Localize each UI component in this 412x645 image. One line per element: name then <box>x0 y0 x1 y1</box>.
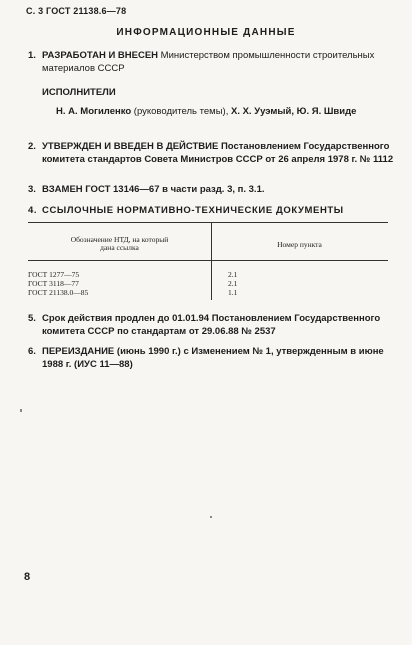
executors-list <box>56 106 396 119</box>
item-number: 3. <box>28 184 36 195</box>
info-item-1 <box>28 50 394 75</box>
executors-label: ИСПОЛНИТЕЛИ <box>42 87 116 98</box>
item-text: Министерством промышленности строительных материалов СССР <box>42 50 375 74</box>
item-lead: РАЗРАБОТАН И ВНЕСЕН <box>42 50 159 61</box>
table-header-doc: Обозначение НТД, на который дана ссылка <box>70 235 169 252</box>
info-item-4 <box>28 205 394 218</box>
table-header-rule <box>28 260 388 261</box>
item-lead: ВЗАМЕН ГОСТ 13146—67 в части разд. 3, п. 3.1. <box>42 184 265 195</box>
item-number: 5. <box>28 313 36 324</box>
scan-speck <box>20 409 22 412</box>
item-number: 2. <box>28 141 36 152</box>
executor-lead: Н. А. Могиленко <box>56 106 132 117</box>
table-cell-doc: ГОСТ 3118—77 <box>28 279 79 288</box>
page-number: 8 <box>24 571 31 583</box>
table-cell-point: 2.1 <box>228 270 238 279</box>
info-item-2 <box>28 141 394 166</box>
item-lead: УТВЕРЖДЕН И ВВЕДЕН В ДЕЙСТВИЕ <box>42 141 219 152</box>
info-item-3 <box>28 184 394 197</box>
item-text: Постановлением Государственного комитета стандартов Совета Министров СССР от 26 апреля 1978 г. № 1112 <box>42 141 394 165</box>
scan-speck <box>210 516 212 518</box>
table-cell-doc: ГОСТ 21138.0—85 <box>28 288 89 297</box>
table-cell-point: 2.1 <box>228 279 238 288</box>
page-header: С. 3 ГОСТ 21138.6—78 <box>26 6 127 16</box>
table-top-rule <box>28 222 388 223</box>
item-number: 4. <box>28 205 38 216</box>
executor-others: Х. Х. Ууэмый, Ю. Я. Швиде <box>228 106 357 117</box>
item-lead: ССЫЛОЧНЫЕ НОРМАТИВНО-ТЕХНИЧЕСКИЕ ДОКУМЕНТЫ <box>42 205 344 216</box>
section-title: ИНФОРМАЦИОННЫЕ ДАННЫЕ <box>116 27 296 38</box>
info-item-5 <box>28 313 394 338</box>
item-lead: ПЕРЕИЗДАНИЕ (июнь 1990 г.) с Изменением № 1, утвержденным в июне 1988 г. (ИУС 11—88) <box>42 346 384 370</box>
table-cell-point: 1.1 <box>228 288 238 297</box>
item-number: 6. <box>28 346 36 357</box>
table-cell-doc: ГОСТ 1277—75 <box>28 270 80 279</box>
table-header-point: Номер пункта <box>277 240 322 249</box>
item-lead: Срок действия продлен до 01.01.94 Постановлением Государственного комитета СССР по стандартам от 29.06.88 № 2537 <box>42 313 381 337</box>
info-item-6 <box>28 346 394 371</box>
executor-role: (руководитель темы), <box>131 106 229 117</box>
item-number: 1. <box>28 50 36 61</box>
table-column-divider <box>211 260 212 300</box>
